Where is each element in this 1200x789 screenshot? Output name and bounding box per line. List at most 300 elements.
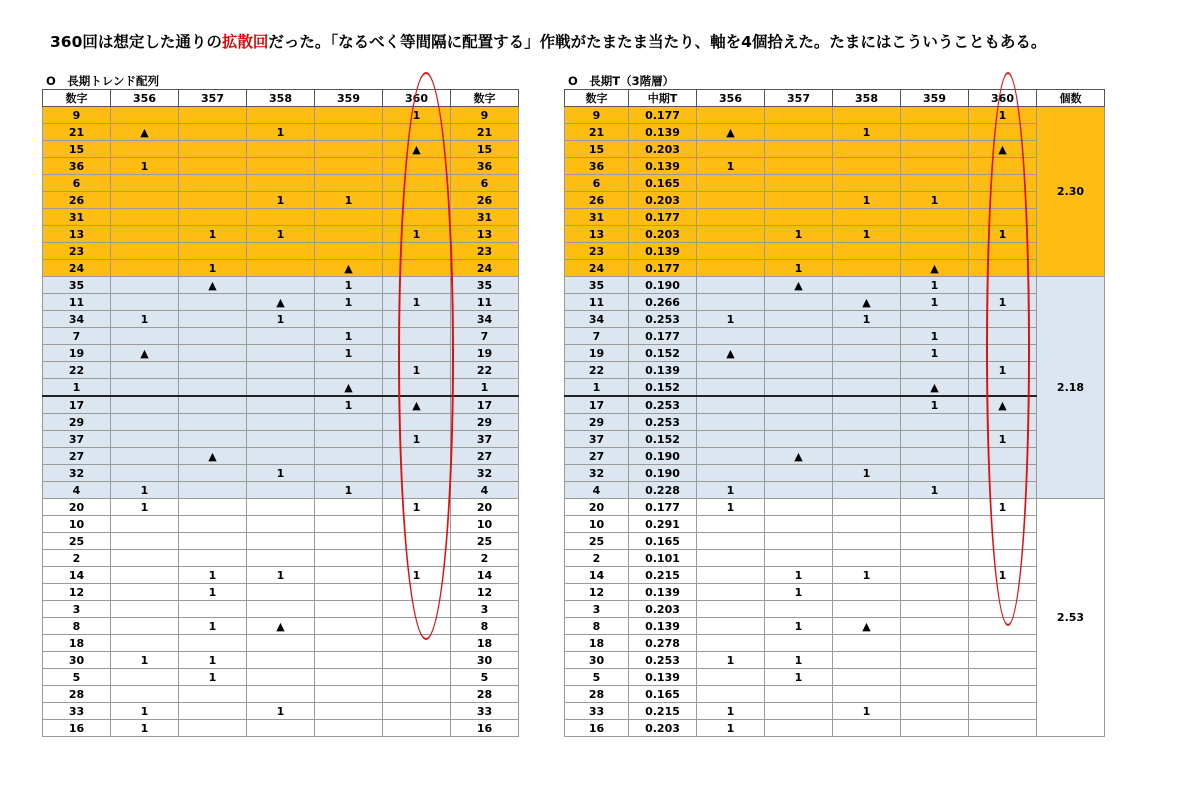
value-cell xyxy=(247,414,315,431)
value-cell xyxy=(765,499,833,516)
mid-term-cell: 0.291 xyxy=(629,516,697,533)
table-row xyxy=(43,124,519,141)
number-cell: 29 xyxy=(43,414,111,431)
number-cell: 4 xyxy=(565,482,629,499)
number-cell: 3 xyxy=(451,601,519,618)
value-cell xyxy=(315,414,383,431)
mid-term-cell: 0.253 xyxy=(629,396,697,414)
number-cell: 26 xyxy=(43,192,111,209)
value-cell xyxy=(765,192,833,209)
number-cell: 8 xyxy=(43,618,111,635)
value-cell xyxy=(247,533,315,550)
table-row xyxy=(565,107,1105,124)
triangle-mark: ▲ xyxy=(901,379,969,397)
table-row xyxy=(565,516,1105,533)
number-cell: 34 xyxy=(565,311,629,328)
triangle-mark: ▲ xyxy=(383,396,451,414)
headline-highlight: 拡散回 xyxy=(221,33,269,51)
value-cell: 1 xyxy=(111,482,179,499)
value-cell xyxy=(315,567,383,584)
number-cell: 33 xyxy=(565,703,629,720)
table-row xyxy=(565,345,1105,362)
value-cell xyxy=(833,158,901,175)
value-cell: 1 xyxy=(969,226,1037,243)
value-cell xyxy=(833,601,901,618)
number-cell: 16 xyxy=(43,720,111,737)
table-row xyxy=(565,192,1105,209)
value-cell xyxy=(247,141,315,158)
value-cell xyxy=(901,584,969,601)
value-cell xyxy=(179,379,247,397)
value-cell xyxy=(765,158,833,175)
value-cell xyxy=(901,686,969,703)
number-cell: 17 xyxy=(565,396,629,414)
table-row xyxy=(43,720,519,737)
number-cell: 22 xyxy=(565,362,629,379)
triangle-mark: ▲ xyxy=(901,260,969,277)
triangle-mark: ▲ xyxy=(697,345,765,362)
value-cell xyxy=(833,482,901,499)
value-cell xyxy=(315,209,383,226)
value-cell xyxy=(765,311,833,328)
headline-part1: 360回は想定した通りの xyxy=(50,33,222,51)
mid-term-cell: 0.203 xyxy=(629,601,697,618)
table-row xyxy=(43,584,519,601)
value-cell: 1 xyxy=(833,703,901,720)
value-cell xyxy=(383,686,451,703)
value-cell xyxy=(315,124,383,141)
value-cell: 1 xyxy=(179,669,247,686)
value-cell xyxy=(901,533,969,550)
table-row xyxy=(565,567,1105,584)
number-cell: 1 xyxy=(565,379,629,397)
value-cell xyxy=(111,396,179,414)
number-cell: 29 xyxy=(565,414,629,431)
right-header-cell: 357 xyxy=(765,90,833,107)
value-cell xyxy=(179,209,247,226)
number-cell: 2 xyxy=(451,550,519,567)
value-cell: 1 xyxy=(901,328,969,345)
value-cell xyxy=(969,243,1037,260)
right-header-cell: 359 xyxy=(901,90,969,107)
value-cell xyxy=(111,226,179,243)
number-cell: 11 xyxy=(565,294,629,311)
mid-term-cell: 0.177 xyxy=(629,107,697,124)
value-cell xyxy=(247,499,315,516)
left-table-title: O 長期トレンド配列 xyxy=(46,74,159,88)
number-cell: 10 xyxy=(43,516,111,533)
value-cell xyxy=(315,550,383,567)
mid-term-cell: 0.253 xyxy=(629,652,697,669)
mid-term-cell: 0.101 xyxy=(629,550,697,567)
value-cell xyxy=(901,124,969,141)
value-cell: 1 xyxy=(179,584,247,601)
number-cell: 20 xyxy=(565,499,629,516)
value-cell xyxy=(247,516,315,533)
table-row xyxy=(43,686,519,703)
value-cell xyxy=(969,652,1037,669)
value-cell: 1 xyxy=(315,482,383,499)
number-cell: 3 xyxy=(43,601,111,618)
mid-term-cell: 0.278 xyxy=(629,635,697,652)
number-cell: 7 xyxy=(451,328,519,345)
value-cell xyxy=(111,601,179,618)
value-cell xyxy=(315,584,383,601)
value-cell xyxy=(697,243,765,260)
number-cell: 28 xyxy=(451,686,519,703)
table-row xyxy=(43,567,519,584)
value-cell: 1 xyxy=(111,720,179,737)
table-row xyxy=(565,294,1105,311)
value-cell xyxy=(697,567,765,584)
left-header-cell: 数字 xyxy=(451,90,519,107)
value-cell xyxy=(179,635,247,652)
table-row xyxy=(43,601,519,618)
table-row xyxy=(43,652,519,669)
value-cell xyxy=(247,209,315,226)
value-cell xyxy=(179,328,247,345)
left-header-row xyxy=(43,90,519,107)
number-cell: 24 xyxy=(565,260,629,277)
value-cell xyxy=(383,260,451,277)
value-cell xyxy=(179,141,247,158)
value-cell xyxy=(901,499,969,516)
group-count-cell: 2.30 xyxy=(1037,107,1105,277)
right-header-cell: 中期T xyxy=(629,90,697,107)
value-cell xyxy=(765,124,833,141)
value-cell xyxy=(383,516,451,533)
value-cell xyxy=(833,362,901,379)
number-cell: 35 xyxy=(43,277,111,294)
value-cell xyxy=(383,448,451,465)
value-cell xyxy=(833,635,901,652)
table-row xyxy=(565,379,1105,397)
table-row xyxy=(43,260,519,277)
value-cell xyxy=(179,703,247,720)
value-cell xyxy=(247,260,315,277)
triangle-mark: ▲ xyxy=(383,141,451,158)
value-cell xyxy=(969,158,1037,175)
value-cell: 1 xyxy=(901,192,969,209)
table-row xyxy=(565,652,1105,669)
number-cell: 17 xyxy=(451,396,519,414)
value-cell: 1 xyxy=(901,345,969,362)
mid-term-cell: 0.152 xyxy=(629,379,697,397)
value-cell xyxy=(833,720,901,737)
table-row xyxy=(565,431,1105,448)
triangle-mark: ▲ xyxy=(765,277,833,294)
value-cell xyxy=(697,141,765,158)
mid-term-cell: 0.152 xyxy=(629,431,697,448)
value-cell xyxy=(901,414,969,431)
value-cell xyxy=(315,516,383,533)
value-cell xyxy=(111,669,179,686)
number-cell: 5 xyxy=(565,669,629,686)
right-header-row xyxy=(565,90,1105,107)
number-cell: 5 xyxy=(451,669,519,686)
triangle-mark: ▲ xyxy=(969,396,1037,414)
value-cell: 1 xyxy=(111,652,179,669)
table-row xyxy=(43,226,519,243)
mid-term-cell: 0.177 xyxy=(629,260,697,277)
number-cell: 14 xyxy=(43,567,111,584)
value-cell xyxy=(383,414,451,431)
value-cell xyxy=(969,703,1037,720)
number-cell: 12 xyxy=(451,584,519,601)
value-cell xyxy=(697,584,765,601)
value-cell xyxy=(765,550,833,567)
number-cell: 26 xyxy=(451,192,519,209)
value-cell xyxy=(969,516,1037,533)
value-cell xyxy=(697,550,765,567)
number-cell: 16 xyxy=(565,720,629,737)
value-cell xyxy=(247,431,315,448)
value-cell xyxy=(901,448,969,465)
mid-term-cell: 0.165 xyxy=(629,686,697,703)
value-cell: 1 xyxy=(833,567,901,584)
value-cell xyxy=(833,533,901,550)
value-cell xyxy=(833,448,901,465)
table-row xyxy=(43,243,519,260)
number-cell: 21 xyxy=(451,124,519,141)
value-cell xyxy=(765,482,833,499)
number-cell: 13 xyxy=(451,226,519,243)
value-cell xyxy=(179,175,247,192)
value-cell: 1 xyxy=(697,499,765,516)
value-cell xyxy=(833,686,901,703)
value-cell xyxy=(833,516,901,533)
value-cell: 1 xyxy=(697,158,765,175)
group-count-cell: 2.18 xyxy=(1037,277,1105,499)
number-cell: 23 xyxy=(565,243,629,260)
value-cell xyxy=(111,414,179,431)
value-cell xyxy=(315,448,383,465)
value-cell: 1 xyxy=(383,567,451,584)
number-cell: 33 xyxy=(451,703,519,720)
value-cell: 1 xyxy=(315,345,383,362)
value-cell xyxy=(111,141,179,158)
triangle-mark: ▲ xyxy=(765,448,833,465)
value-cell xyxy=(969,192,1037,209)
value-cell xyxy=(315,618,383,635)
value-cell xyxy=(969,533,1037,550)
right-header-cell: 358 xyxy=(833,90,901,107)
value-cell xyxy=(247,482,315,499)
value-cell xyxy=(969,482,1037,499)
value-cell xyxy=(833,345,901,362)
number-cell: 9 xyxy=(43,107,111,124)
value-cell xyxy=(697,209,765,226)
value-cell xyxy=(833,175,901,192)
number-cell: 6 xyxy=(565,175,629,192)
value-cell xyxy=(179,396,247,414)
value-cell: 1 xyxy=(969,499,1037,516)
number-cell: 35 xyxy=(451,277,519,294)
value-cell xyxy=(383,669,451,686)
mid-term-cell: 0.228 xyxy=(629,482,697,499)
group-count-cell: 2.53 xyxy=(1037,499,1105,737)
value-cell xyxy=(765,431,833,448)
value-cell: 1 xyxy=(315,396,383,414)
value-cell: 1 xyxy=(111,499,179,516)
value-cell: 1 xyxy=(697,720,765,737)
value-cell xyxy=(969,124,1037,141)
table-row xyxy=(565,328,1105,345)
table-row xyxy=(43,516,519,533)
value-cell xyxy=(697,260,765,277)
value-cell: 1 xyxy=(833,192,901,209)
value-cell: 1 xyxy=(833,226,901,243)
value-cell xyxy=(969,277,1037,294)
value-cell: 1 xyxy=(765,260,833,277)
value-cell xyxy=(383,482,451,499)
value-cell xyxy=(969,618,1037,635)
value-cell xyxy=(315,141,383,158)
value-cell xyxy=(383,209,451,226)
value-cell xyxy=(111,294,179,311)
value-cell xyxy=(247,669,315,686)
value-cell xyxy=(697,516,765,533)
number-cell: 32 xyxy=(43,465,111,482)
number-cell: 27 xyxy=(43,448,111,465)
value-cell: 1 xyxy=(247,226,315,243)
table-row xyxy=(43,345,519,362)
value-cell xyxy=(697,618,765,635)
left-header-cell: 数字 xyxy=(43,90,111,107)
table-row xyxy=(43,499,519,516)
number-cell: 31 xyxy=(451,209,519,226)
number-cell: 24 xyxy=(43,260,111,277)
number-cell: 2 xyxy=(565,550,629,567)
value-cell xyxy=(901,209,969,226)
left-table xyxy=(42,89,519,737)
value-cell xyxy=(179,720,247,737)
value-cell xyxy=(179,243,247,260)
value-cell: 1 xyxy=(179,652,247,669)
value-cell: 1 xyxy=(179,618,247,635)
value-cell xyxy=(697,533,765,550)
mid-term-cell: 0.139 xyxy=(629,669,697,686)
value-cell xyxy=(247,107,315,124)
value-cell xyxy=(901,618,969,635)
mid-term-cell: 0.215 xyxy=(629,703,697,720)
value-cell: 1 xyxy=(179,567,247,584)
number-cell: 21 xyxy=(565,124,629,141)
value-cell xyxy=(765,414,833,431)
value-cell xyxy=(969,328,1037,345)
value-cell xyxy=(315,226,383,243)
number-cell: 28 xyxy=(43,686,111,703)
value-cell xyxy=(179,516,247,533)
mid-term-cell: 0.139 xyxy=(629,243,697,260)
mid-term-cell: 0.190 xyxy=(629,277,697,294)
value-cell xyxy=(179,533,247,550)
value-cell xyxy=(833,107,901,124)
value-cell xyxy=(247,550,315,567)
right-header-cell: 個数 xyxy=(1037,90,1105,107)
value-cell xyxy=(111,175,179,192)
value-cell xyxy=(969,311,1037,328)
value-cell xyxy=(833,328,901,345)
value-cell xyxy=(383,584,451,601)
triangle-mark: ▲ xyxy=(111,124,179,141)
value-cell xyxy=(111,107,179,124)
value-cell xyxy=(179,124,247,141)
value-cell: 1 xyxy=(833,124,901,141)
number-cell: 11 xyxy=(451,294,519,311)
triangle-mark: ▲ xyxy=(315,379,383,397)
number-cell: 15 xyxy=(43,141,111,158)
mid-term-cell: 0.152 xyxy=(629,345,697,362)
table-row xyxy=(43,618,519,635)
number-cell: 9 xyxy=(565,107,629,124)
value-cell xyxy=(901,652,969,669)
table-row xyxy=(565,482,1105,499)
value-cell: 1 xyxy=(901,277,969,294)
table-row xyxy=(43,209,519,226)
value-cell xyxy=(179,431,247,448)
value-cell xyxy=(111,516,179,533)
table-row xyxy=(565,703,1105,720)
value-cell xyxy=(697,175,765,192)
mid-term-cell: 0.253 xyxy=(629,311,697,328)
headline xyxy=(50,30,1046,52)
value-cell xyxy=(901,362,969,379)
value-cell: 1 xyxy=(247,124,315,141)
value-cell xyxy=(765,141,833,158)
value-cell xyxy=(697,669,765,686)
value-cell xyxy=(247,396,315,414)
value-cell xyxy=(315,703,383,720)
value-cell xyxy=(247,379,315,397)
value-cell xyxy=(697,362,765,379)
value-cell xyxy=(697,635,765,652)
table-row xyxy=(565,175,1105,192)
value-cell xyxy=(247,175,315,192)
table-row xyxy=(43,669,519,686)
value-cell xyxy=(833,499,901,516)
table-row xyxy=(565,669,1105,686)
number-cell: 7 xyxy=(565,328,629,345)
table-row xyxy=(565,635,1105,652)
number-cell: 2 xyxy=(43,550,111,567)
triangle-mark: ▲ xyxy=(247,294,315,311)
number-cell: 4 xyxy=(451,482,519,499)
number-cell: 15 xyxy=(451,141,519,158)
triangle-mark: ▲ xyxy=(697,124,765,141)
number-cell: 5 xyxy=(43,669,111,686)
number-cell: 16 xyxy=(451,720,519,737)
value-cell: 1 xyxy=(697,311,765,328)
value-cell xyxy=(833,414,901,431)
value-cell xyxy=(833,243,901,260)
value-cell: 1 xyxy=(765,669,833,686)
value-cell xyxy=(833,260,901,277)
table-row xyxy=(565,499,1105,516)
value-cell xyxy=(833,209,901,226)
number-cell: 25 xyxy=(451,533,519,550)
value-cell xyxy=(383,175,451,192)
table-row xyxy=(43,192,519,209)
value-cell xyxy=(315,362,383,379)
value-cell xyxy=(765,601,833,618)
value-cell xyxy=(111,686,179,703)
value-cell: 1 xyxy=(111,158,179,175)
value-cell xyxy=(765,465,833,482)
number-cell: 25 xyxy=(43,533,111,550)
number-cell: 6 xyxy=(43,175,111,192)
number-cell: 32 xyxy=(565,465,629,482)
